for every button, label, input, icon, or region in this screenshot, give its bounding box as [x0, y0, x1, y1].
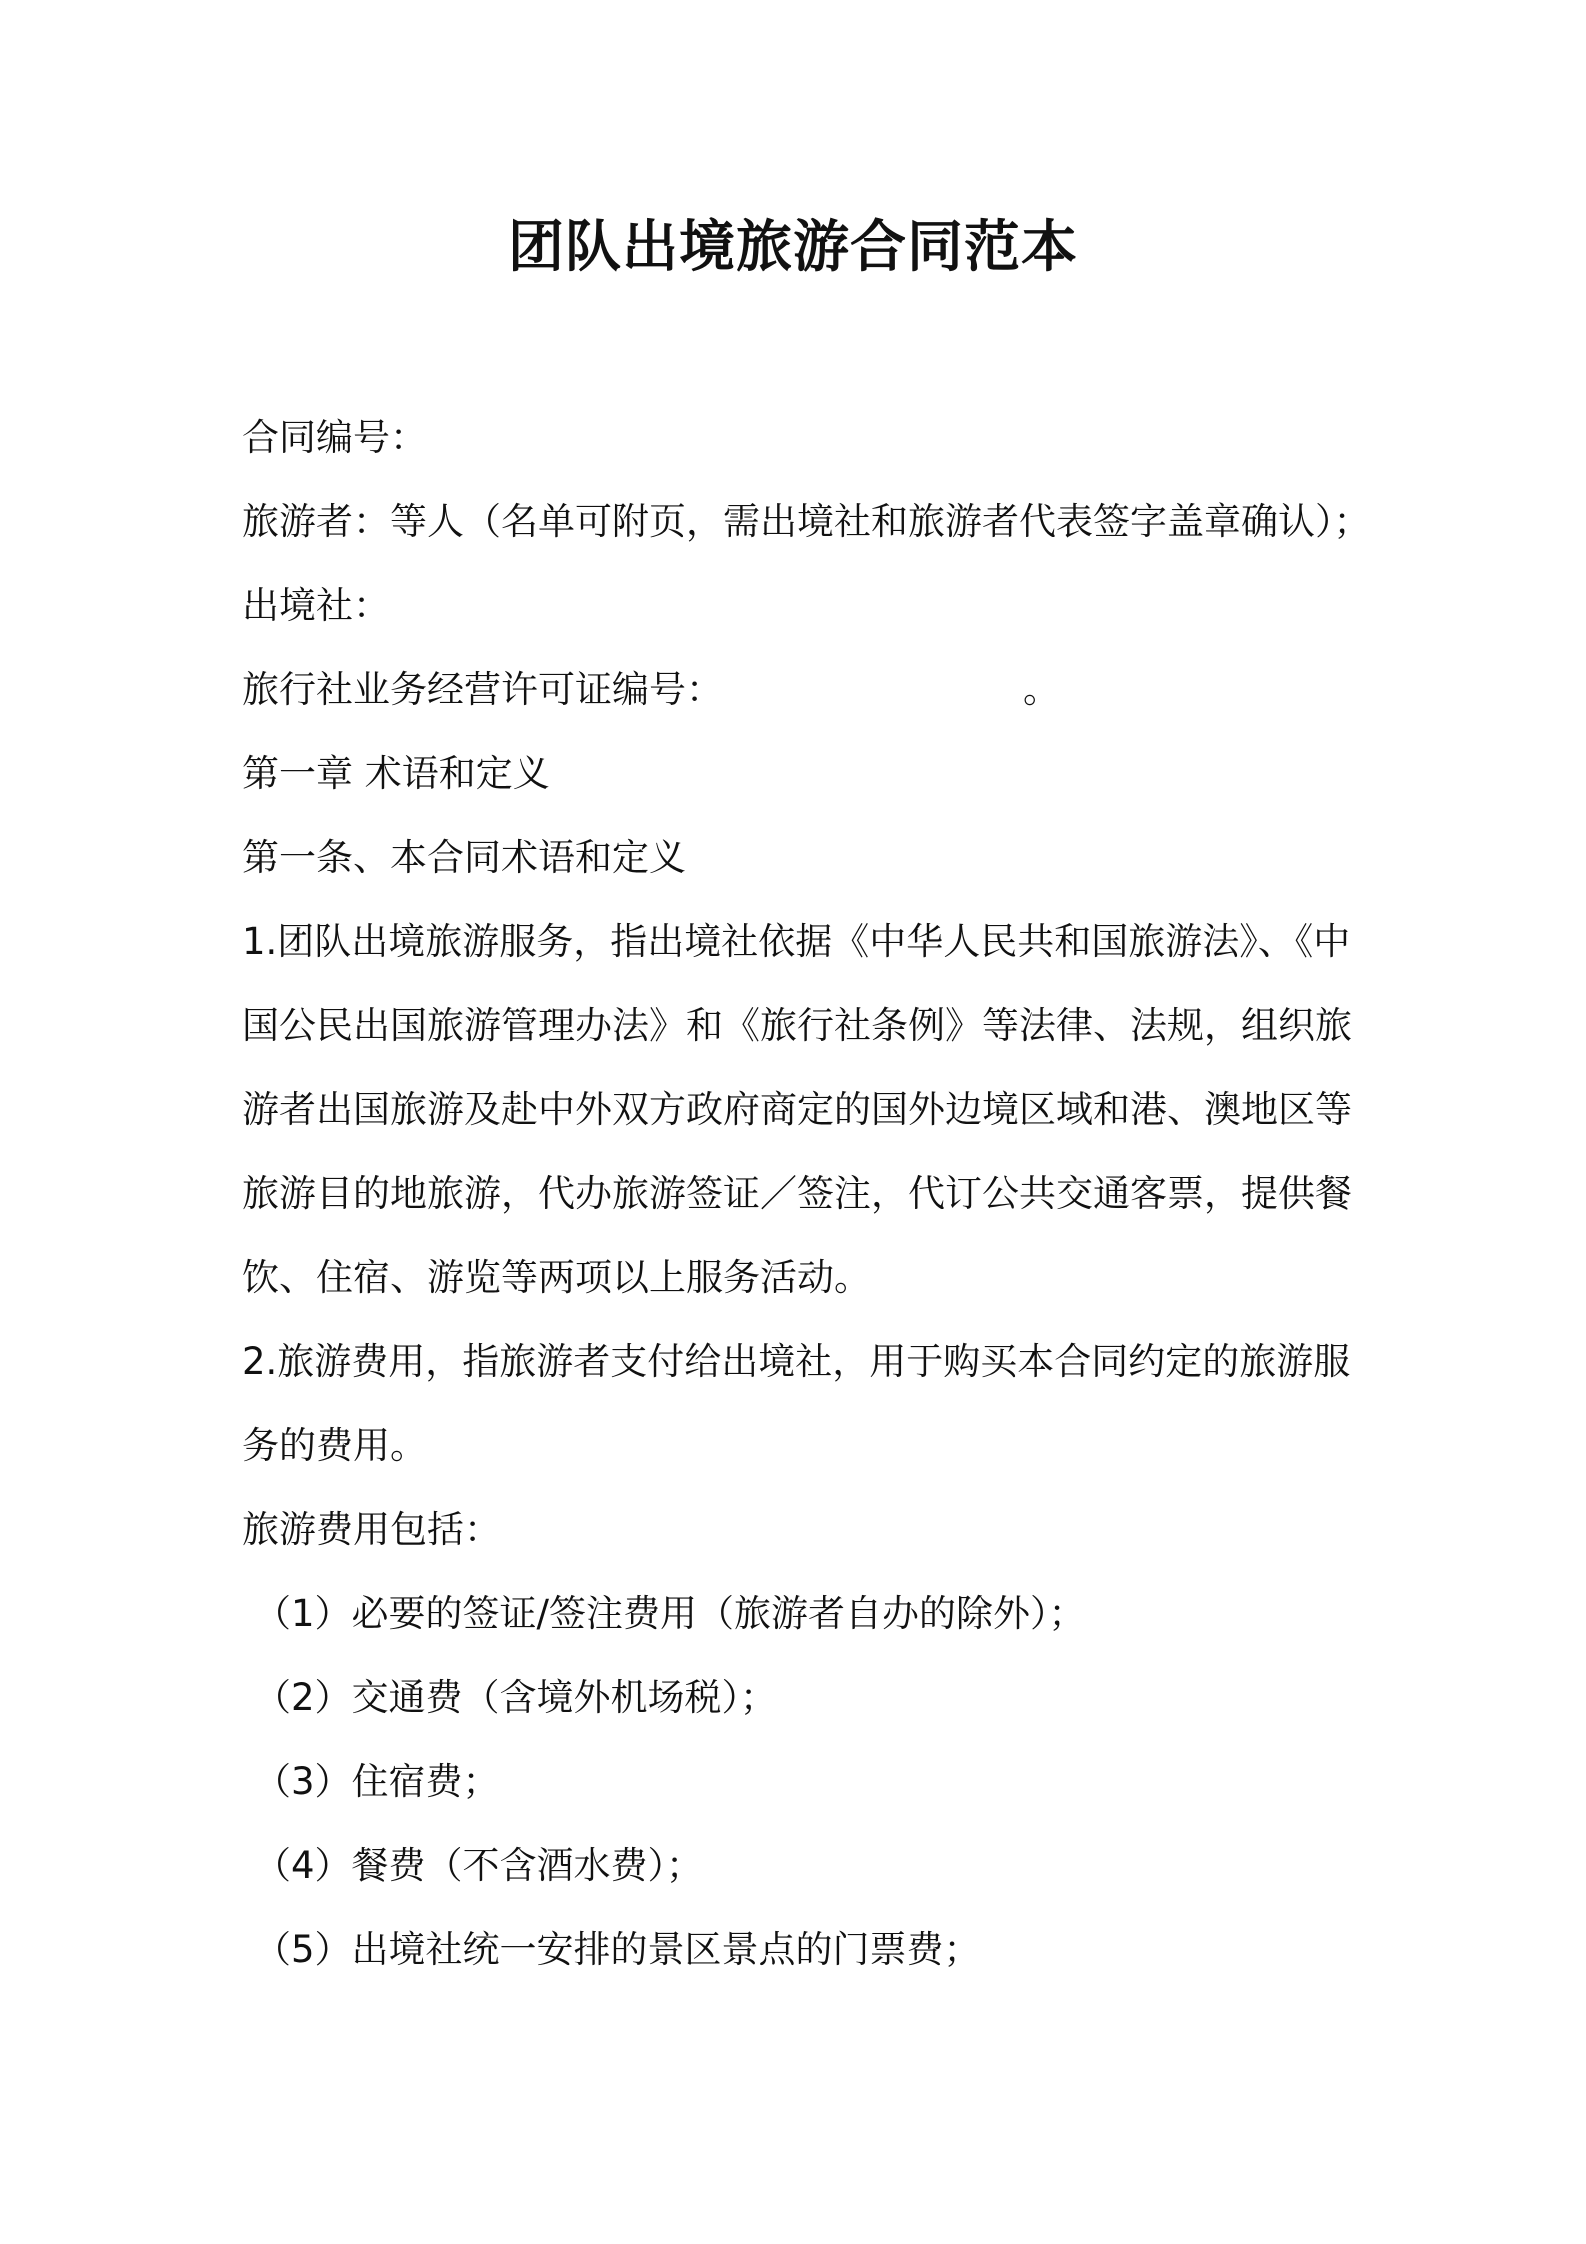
paragraph-line: 旅游目的地旅游，代办旅游签证／签注，代订公共交通客票，提供餐 — [242, 1172, 1352, 1215]
fee-item: （1）必要的签证/签注费用（旅游者自办的除外）； — [254, 1592, 1086, 1635]
chapter-heading: 第一章 术语和定义 — [242, 752, 550, 795]
paragraph-line: 游者出国旅游及赴中外双方政府商定的国外边境区域和港、澳地区等 — [242, 1088, 1352, 1131]
paragraph-line: 国公民出国旅游管理办法》和《旅行社条例》等法律、法规，组织旅 — [242, 1004, 1352, 1047]
document-title: 团队出境旅游合同范本 — [508, 215, 1078, 280]
article-heading: 第一条、本合同术语和定义 — [242, 836, 686, 879]
paragraph-line: 饮、住宿、游览等两项以上服务活动。 — [242, 1256, 871, 1299]
license-line — [242, 664, 1362, 716]
fees-intro: 旅游费用包括： — [242, 1508, 501, 1551]
paragraph-line: 1.团队出境旅游服务，指出境社依据《中华人民共和国旅游法》、《中 — [242, 920, 1351, 963]
contract-number-label: 合同编号： — [242, 416, 427, 459]
license-end: 。 — [1023, 668, 1060, 711]
paragraph-line: 务的费用。 — [242, 1424, 427, 1467]
fee-item: （2）交通费（含境外机场税）； — [254, 1676, 778, 1719]
license-label: 旅行社业务经营许可证编号： — [242, 668, 723, 711]
tourist-line: 旅游者：等人（名单可附页，需出境社和旅游者代表签字盖章确认）； — [242, 500, 1371, 543]
fee-item: （3）住宿费； — [254, 1760, 500, 1803]
agency-label: 出境社： — [242, 584, 390, 627]
paragraph-line: 2.旅游费用，指旅游者支付给出境社，用于购买本合同约定的旅游服 — [242, 1340, 1351, 1383]
fee-item: （5）出境社统一安排的景区景点的门票费； — [254, 1928, 981, 1971]
fee-item: （4）餐费（不含酒水费）； — [254, 1844, 704, 1887]
